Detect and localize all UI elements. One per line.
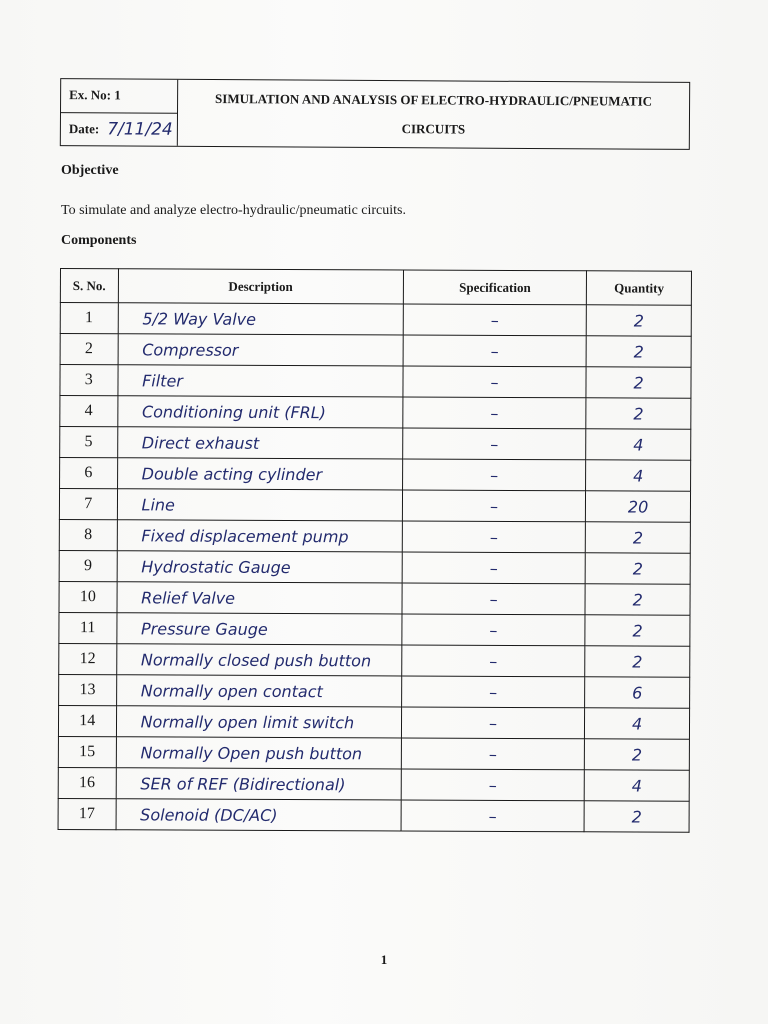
quantity-cell: 2 [585, 584, 690, 615]
specification-cell: – [401, 707, 585, 739]
quantity-cell: 2 [587, 305, 692, 336]
specification-cell: – [402, 614, 586, 646]
sno-cell: 16 [58, 767, 116, 798]
description-cell: Hydrostatic Gauge [117, 551, 402, 583]
table-row [58, 798, 689, 832]
quantity-cell: 6 [585, 677, 690, 708]
table-row [58, 736, 689, 770]
quantity-cell: 2 [586, 336, 691, 367]
sno-cell: 7 [59, 489, 117, 520]
sno-cell: 15 [58, 736, 116, 767]
table-row [59, 674, 690, 708]
description-cell: Normally Open push button [116, 737, 401, 769]
description-cell: Relief Valve [117, 582, 402, 614]
table-row [59, 643, 690, 677]
sno-cell: 5 [60, 427, 118, 458]
ex-no-cell [61, 79, 177, 112]
sno-cell: 9 [59, 550, 117, 581]
column-header-quantity: Quantity [587, 271, 692, 305]
column-header-specification: Specification [403, 270, 587, 305]
description-cell: Normally closed push button [116, 644, 401, 676]
description-cell: Pressure Gauge [116, 613, 401, 645]
table-row [59, 489, 690, 523]
date-label: Date: [68, 120, 100, 137]
quantity-cell: 2 [584, 801, 689, 832]
table-row [60, 396, 691, 430]
table-row [60, 303, 691, 337]
description-cell: Normally open contact [116, 675, 401, 707]
table-row [60, 365, 691, 399]
date-cell [61, 112, 177, 146]
table-row [60, 458, 691, 492]
table-row [59, 519, 690, 553]
specification-cell: – [401, 769, 585, 801]
sno-cell: 13 [59, 674, 117, 705]
sno-cell: 4 [60, 396, 118, 427]
description-cell: Conditioning unit (FRL) [117, 396, 402, 428]
components-heading: Components [61, 233, 137, 248]
date-value: 7/11/24 [107, 119, 173, 140]
table-row [59, 612, 690, 646]
sno-cell: 2 [60, 334, 118, 365]
objective-text: To simulate and analyze electro-hydraulic/pneumatic circuits. [61, 203, 406, 218]
specification-cell: – [401, 645, 585, 677]
table-row [60, 427, 691, 461]
sno-cell: 6 [60, 458, 118, 489]
sno-cell: 12 [59, 643, 117, 674]
quantity-cell: 4 [586, 429, 691, 460]
sno-cell: 11 [59, 612, 117, 643]
specification-cell: – [402, 490, 586, 522]
description-cell: Direct exhaust [117, 427, 402, 459]
header-meta [61, 79, 178, 146]
description-cell: Fixed displacement pump [117, 520, 402, 552]
specification-cell: – [403, 397, 587, 429]
components-table-body [58, 303, 691, 833]
description-cell: Solenoid (DC/AC) [116, 799, 401, 831]
specification-cell: – [402, 459, 586, 491]
sno-cell: 14 [58, 705, 116, 736]
quantity-cell: 2 [586, 367, 691, 398]
objective-heading: Objective [61, 163, 119, 178]
table-header-row [60, 269, 691, 306]
sno-cell: 1 [60, 303, 118, 334]
table-row [59, 550, 690, 584]
column-header-sno: S. No. [60, 269, 118, 303]
components-table [58, 268, 692, 833]
description-cell: SER of REF (Bidirectional) [116, 768, 401, 800]
quantity-cell: 2 [586, 398, 691, 429]
quantity-cell: 2 [585, 615, 690, 646]
table-row [58, 705, 689, 739]
specification-cell: – [401, 800, 585, 832]
table-row [59, 581, 690, 615]
ex-no-label: Ex. No: 1 [69, 87, 121, 103]
specification-cell: – [401, 676, 585, 708]
quantity-cell: 4 [584, 770, 689, 801]
quantity-cell: 20 [586, 491, 691, 522]
quantity-cell: 4 [586, 460, 691, 491]
description-cell: 5/2 Way Valve [118, 303, 403, 335]
description-cell: Double acting cylinder [117, 458, 402, 490]
specification-cell: – [402, 552, 586, 584]
sno-cell: 8 [59, 519, 117, 550]
page-number: 1 [380, 952, 388, 967]
column-header-description: Description [118, 269, 403, 304]
specification-cell: – [401, 738, 585, 770]
quantity-cell: 2 [585, 739, 690, 770]
specification-cell: – [403, 304, 587, 336]
quantity-cell: 2 [585, 646, 690, 677]
sno-cell: 17 [58, 798, 116, 829]
table-row [58, 767, 689, 801]
description-cell: Filter [118, 365, 403, 397]
specification-cell: – [402, 583, 586, 615]
quantity-cell: 4 [585, 708, 690, 739]
specification-cell: – [403, 335, 587, 367]
experiment-title: SIMULATION AND ANALYSIS OF ELECTRO-HYDRAULIC/PNEUMATIC CIRCUITS [215, 91, 653, 137]
table-row [60, 334, 691, 368]
quantity-cell: 2 [585, 553, 690, 584]
experiment-header [60, 78, 690, 150]
quantity-cell: 2 [586, 522, 691, 553]
description-cell: Normally open limit switch [116, 706, 401, 738]
sno-cell: 3 [60, 365, 118, 396]
specification-cell: – [403, 366, 587, 398]
sno-cell: 10 [59, 581, 117, 612]
specification-cell: – [402, 521, 586, 553]
specification-cell: – [402, 428, 586, 460]
description-cell: Line [117, 489, 402, 521]
description-cell: Compressor [118, 334, 403, 366]
